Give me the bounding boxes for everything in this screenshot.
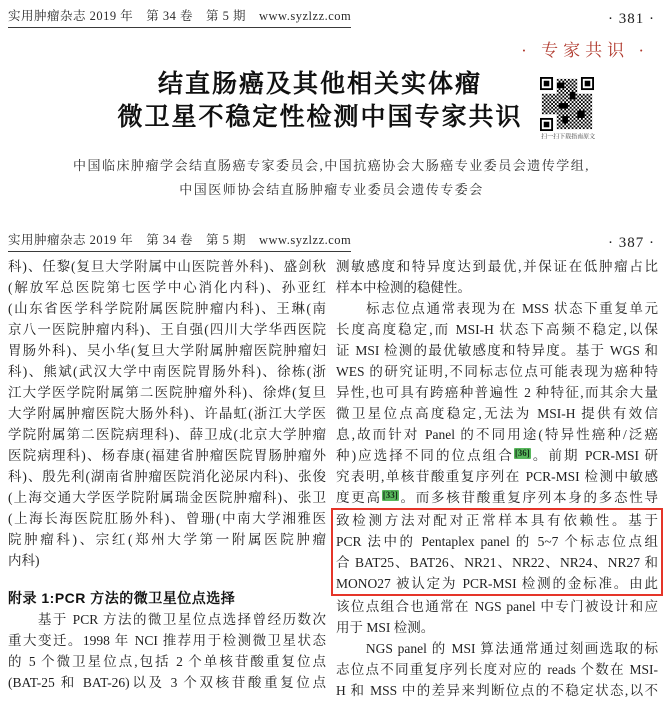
text-segment: 科)、任黎(复旦大学附属中山医院普外科)、盛剑秋 <box>8 259 326 274</box>
text-segment: 种)应选择不同的位点组合 <box>336 448 514 463</box>
text-segment: 样本中检测的稳健性。 <box>336 280 471 295</box>
text-segment: 。前期 PCR-MSI 研 <box>530 448 658 463</box>
text-segment: 究表明,单核苷酸重复序列在 PCR-MSI 检测中敏感 <box>336 469 658 484</box>
text-segment: PCR 法中的 Pentaplex panel 的 5~7 个标志位点组 <box>336 534 658 549</box>
text-line <box>336 403 658 424</box>
text-line <box>8 340 326 361</box>
left-column <box>8 256 326 693</box>
page-number: · 381 · <box>608 11 655 27</box>
text-segment: 息,故而针对 Panel 的不同用途(特异性癌种/泛癌 <box>336 427 658 442</box>
text-line <box>336 277 658 298</box>
text-segment: (BAT-25 和 BAT-26)以及 3 个双核苷酸重复位点 <box>8 675 326 690</box>
text-line <box>336 361 658 382</box>
text-segment: 院肿瘤科)、宗红(郑州大学第一附属医院肿瘤 <box>8 532 326 547</box>
affiliations <box>0 154 663 202</box>
text-line <box>336 638 658 659</box>
text-line <box>8 277 326 298</box>
journal-info: 实用肿瘤杂志 2019 年 第 34 卷 第 5 期 www.syzlzz.com <box>8 6 351 28</box>
text-line <box>8 445 326 466</box>
citation-ref-highlight: [36] <box>514 448 530 458</box>
text-segment: 志位点不同重复序列长度对应的 reads 个数在 MSI- <box>336 662 658 677</box>
right-column <box>336 256 658 701</box>
article-title <box>40 68 600 134</box>
text-line <box>8 529 326 550</box>
qr-code-icon <box>540 77 594 131</box>
text-segment: 重大变迁。1998 年 NCI 推荐用于检测微卫星状态 <box>8 633 326 648</box>
text-line <box>336 531 658 552</box>
qr-caption: 扫一扫下载指南原文 <box>541 133 596 141</box>
text-line <box>336 487 658 508</box>
text-segment: WES 的研究证明,不同标志位点可能表现为癌种特 <box>336 364 658 379</box>
text-segment: 科)、熊斌(武汉大学中南医院胃肠外科)、徐栋(浙 <box>8 364 326 379</box>
text-line <box>336 382 658 403</box>
text-segment: 内科) <box>8 553 40 568</box>
text-line <box>336 510 658 531</box>
text-segment: NGS panel 的 MSI 算法通常通过刻画选取的标 <box>336 641 658 656</box>
text-segment: (山东省医学科学院附属医院肿瘤内科)、王琳(南 <box>8 301 326 316</box>
text-line <box>8 424 326 445</box>
appendix-paragraph <box>8 609 326 693</box>
text-line <box>336 298 658 319</box>
text-line <box>336 466 658 487</box>
text-segment: 科)、殷先利(湖南省肿瘤医院消化泌尿内科)、张俊 <box>8 469 326 484</box>
text-line <box>8 630 326 651</box>
section-label: · 专家共识 · <box>521 41 649 60</box>
body-text <box>336 256 658 701</box>
text-segment: 用于 MSI 检测。 <box>336 620 435 635</box>
text-line <box>8 508 326 529</box>
text-segment: 异性,也可具有跨癌种普遍性 2 种特征,而其余大量 <box>336 385 658 400</box>
text-line <box>8 609 326 630</box>
text-segment: 江大学医学院附属第二医院肿瘤外科)、徐烨(复旦 <box>8 385 326 400</box>
text-segment: 证 MSI 检测的最优敏感度和特异度。基于 WGS 和 <box>336 343 658 358</box>
text-line <box>8 298 326 319</box>
text-segment: 京八一医院肿瘤内科)、王自强(四川大学华西医院 <box>8 322 326 337</box>
text-line <box>336 680 658 701</box>
text-segment: 长度高度稳定,而 MSI-H 状态下高频不稳定,以保 <box>336 322 658 337</box>
text-line <box>8 487 326 508</box>
text-line <box>336 445 658 466</box>
text-line <box>336 659 658 680</box>
text-segment: 合 BAT25、BAT26、NR21、NR22、NR24、NR27 和 <box>336 555 658 570</box>
text-segment: 大学附属肿瘤医院大肠外科)、许晶虹(浙江大学医 <box>8 406 326 421</box>
text-line <box>8 466 326 487</box>
text-segment: 测敏感度和特异度达到最优,并保证在低肿瘤占比 <box>336 259 658 274</box>
article-title-line1: 结直肠癌及其他相关实体瘤 <box>157 70 482 98</box>
text-segment: 微卫星位点高度稳定,无法为 MSI-H 提供有效信 <box>336 406 658 421</box>
text-line <box>8 672 326 693</box>
text-segment: 医院病理科)、杨春康(福建省肿瘤医院胃肠肿瘤外 <box>8 448 326 463</box>
text-segment: 标志位点通常表现为在 MSS 状态下重复单元 <box>336 301 658 316</box>
masthead-387 <box>8 230 655 252</box>
affiliation-line: 中国医师协会结直肠肿瘤专业委员会遗传专委会 <box>179 182 484 197</box>
page-number: · 387 · <box>608 235 655 251</box>
journal-info: 实用肿瘤杂志 2019 年 第 34 卷 第 5 期 www.syzlzz.com <box>8 230 351 252</box>
appendix-heading: 附录 1:PCR 方法的微卫星位点选择 <box>8 590 236 606</box>
text-line <box>336 573 658 594</box>
text-segment: (上海长海医院肛肠外科)、曾珊(中南大学湘雅医 <box>8 511 326 526</box>
text-line <box>336 552 658 573</box>
article-title-line2: 微卫星不稳定性检测中国专家共识 <box>117 103 523 131</box>
text-line <box>8 651 326 672</box>
text-line <box>336 319 658 340</box>
text-line <box>336 596 658 617</box>
text-line <box>8 403 326 424</box>
text-segment: 该位点组合也通常在 NGS panel 中专门被设计和应 <box>336 599 658 614</box>
text-segment: MONO27 被认定为 PCR-MSI 检测的金标准。由此 <box>336 576 658 591</box>
affiliation-line: 中国临床肿瘤学会结直肠癌专家委员会,中国抗癌协会大肠癌专业委员会遗传学组, <box>72 158 590 173</box>
text-line <box>8 256 326 277</box>
text-segment: (上海交通大学医学院附属瑞金医院肿瘤科)、张卫 <box>8 490 326 505</box>
text-line <box>8 550 326 571</box>
red-annotation-box <box>331 508 663 596</box>
text-line <box>336 340 658 361</box>
text-line <box>8 382 326 403</box>
text-line <box>8 361 326 382</box>
text-line <box>8 319 326 340</box>
text-line <box>336 256 658 277</box>
text-segment: 的 5 个微卫星位点,包括 2 个单核苷酸重复位点 <box>8 654 326 669</box>
text-segment: 度更高 <box>336 490 382 505</box>
citation-ref-highlight: [33] <box>382 490 398 500</box>
qr-code-block <box>539 77 595 141</box>
text-line <box>336 617 658 638</box>
text-segment: 。而多核苷酸重复序列本身的多态性导 <box>398 490 658 505</box>
contributor-name-list <box>8 256 326 571</box>
masthead-381 <box>8 6 655 28</box>
text-segment: 致检测方法对配对正常样本具有依赖性。基于 <box>336 513 658 528</box>
text-segment: (解放军总医院第七医学中心消化内科)、孙亚红 <box>8 280 326 295</box>
text-segment: 基于 PCR 方法的微卫星位点选择曾经历数次 <box>8 612 326 627</box>
text-line <box>336 424 658 445</box>
text-segment: H 和 MSS 中的差异来判断位点的不稳定状态,以不 <box>336 683 658 698</box>
text-segment: 学院附属第二医院病理科)、薛卫成(北京大学肿瘤 <box>8 427 326 442</box>
text-segment: 胃肠外科)、吴小华(复旦大学附属肿瘤医院肿瘤妇 <box>8 343 326 358</box>
